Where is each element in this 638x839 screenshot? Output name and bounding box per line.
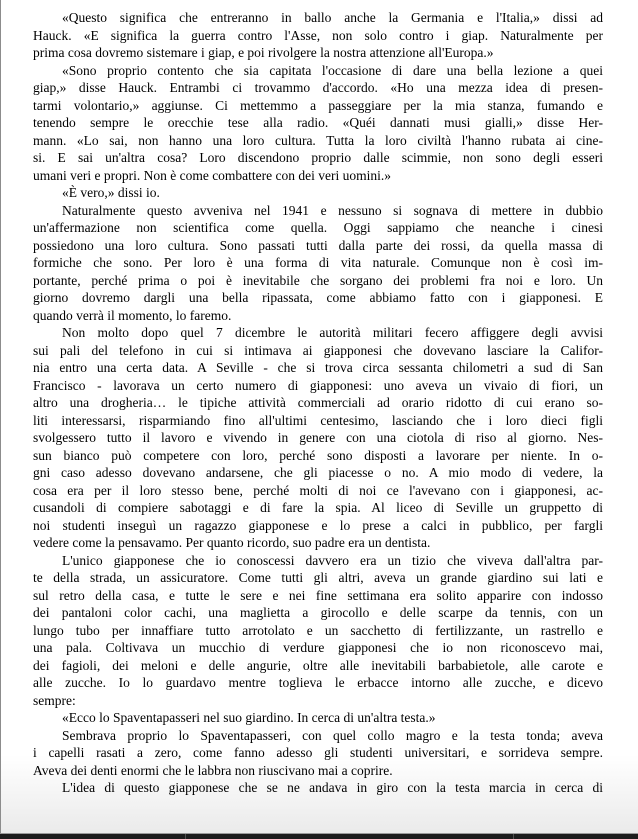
text-line: liti interessarsi, risparmiando fino all'ultimi centesimo, lasciando che i loro dieci figli: [33, 412, 603, 428]
text-line: «Ecco lo Spaventapasseri nel suo giardino. In cerca di un'altra testa.»: [62, 710, 436, 725]
text-line: noi studenti inseguì un ragazzo giapponese e lo prese a calci in pubblico, per fargli: [33, 517, 603, 533]
text-line: Aveva dei denti enormi che le labbra non riuscivano mai a coprire.: [33, 762, 393, 778]
text-line: una pala. Coltivava un mucchio di verdure giapponesi che io non riconoscevo mai,: [33, 640, 603, 655]
text-line: Francisco - lavorava un certo numero di giapponesi: uno aveva un vivaio di fiori, un: [33, 377, 603, 393]
text-line: i capelli rasati a zero, come fanno adesso gli studenti universitari, e sorrideva sempre.: [33, 745, 603, 760]
text-line: Sembrava proprio lo Spaventapasseri, con quel collo magro e la testa tonda; aveva: [62, 727, 603, 743]
paragraph: [33, 324, 603, 552]
text-line: alle zucche. Io lo guardavo mentre toglieva le erbacce intorno alle zucche, e dicevo: [33, 675, 603, 690]
text-line: sun bianco può competere con loro, perché sono disposti a lavorare per niente. In o-: [33, 447, 603, 463]
text-line: «Sono proprio contento che sia capitata l'occasione di dare una bella lezione a quei: [62, 62, 603, 78]
page-text: [33, 9, 603, 797]
text-line: sui pali del telefono in cui si intimava ai giapponesi che dovevano lasciare la Califor-: [33, 342, 603, 358]
text-line: L'unico giapponese che io conoscessi davvero era un tizio che viveva dall'altra par-: [62, 552, 603, 568]
text-line: un'affermazione non scientifica come quella. Oggi sappiamo che neanche i cinesi: [33, 220, 603, 235]
text-line: altro una drogheria… le tipiche attività commerciali ad orario ridotto di cui erano so-: [33, 395, 603, 410]
paragraph: [33, 62, 603, 185]
window-bottom-edge: [0, 833, 638, 839]
paragraph: [33, 727, 603, 780]
text-line: umani veri e propri. Non è come combattere con dei veri uomini.»: [33, 167, 392, 183]
text-line: si. E sai un'altra cosa? Loro discendono proprio dalle scimmie, non sono degli esseri: [33, 150, 603, 165]
text-line: tarmi volontario,» aggiunse. Ci mettemmo a passeggiare per la mia stanza, fumando e: [33, 97, 603, 113]
text-line: vedere come la pensavamo. Per quanto ricordo, suo padre era un dentista.: [33, 535, 431, 550]
page-left-border: [0, 0, 1, 839]
text-line: lungo tubo per innaffiare tutto arrotolato e un sacchetto di fertilizzante, un rastrello e: [33, 622, 603, 638]
paragraph: [33, 709, 603, 727]
text-line: giorno dovremo dargli una bella ripassata, come abbiamo fatto con i giapponesi. E: [33, 290, 603, 305]
text-line: mann. «Lo sai, non hanno una loro cultura. Tutta la loro civiltà l'hanno rubata ai cine-: [33, 132, 603, 148]
text-line: quando verrà il momento, lo faremo.: [33, 307, 232, 323]
text-line: «Questo significa che entreranno in ballo anche la Germania e l'Italia,» dissi ad: [62, 10, 603, 25]
text-line: possiedono una loro cultura. Sono passati tutti dalla parte dei rossi, da quella massa di: [33, 237, 603, 253]
text-line: giap,» disse Hauck. Entrambi ci trovammo d'accordo. «Ho una mezza idea di presen-: [33, 80, 603, 95]
text-line: gni caso adesso dovevano andarsene, che gli piacesse o no. A mio modo di vedere, la: [33, 465, 603, 480]
text-line: L'idea di questo giapponese che se ne andava in giro con la testa marcia in cerca di: [62, 780, 603, 795]
paragraph: [33, 9, 603, 62]
bottom-edge-seam: [513, 834, 514, 839]
text-line: svolgessero tutto il lavoro e vivendo in genere con una ciotola di riso al giorno. Nes-: [33, 430, 603, 445]
text-line: tenendo sempre le orecchie tese alla radio. «Quéi dannati musi gialli,» disse Her-: [33, 115, 603, 130]
text-line: nia entro una certa data. A Seville - che si trova circa sessanta chilometri a sud di San: [33, 360, 603, 375]
text-line: sul retro della casa, e tutte le sere e nei fine settimana era solito apparire con indosso: [33, 587, 603, 603]
text-line: prima cosa dovremo sistemare i giap, e poi rivolgere la nostra attenzione all'Europa.»: [33, 45, 494, 60]
text-line: portante, perché prima o poi è inevitabile che sorgano dei problemi fra noi e loro. Un: [33, 272, 603, 288]
text-line: dei fagioli, dei meloni e delle angurie, oltre alle inevitabili barbabietole, alle carote e: [33, 657, 603, 673]
text-line: cosa era per il loro stesso bene, perché molti di noi ce l'avevano con i giapponesi, ac-: [33, 482, 603, 498]
paragraph: [33, 184, 603, 202]
paragraph: [33, 202, 603, 325]
text-line: formiche che sono. Per loro è una forma di vita naturale. Comunque non è così im-: [33, 255, 603, 270]
bottom-edge-seam: [185, 834, 186, 839]
text-line: te della strada, un assicuratore. Come tutti gli altri, aveva un grande giardino sui lati e: [33, 570, 603, 585]
text-line: dei pantaloni color cachi, una maglietta a girocollo e delle scarpe da tennis, con un: [33, 605, 603, 620]
paragraph: [33, 779, 603, 797]
text-line: cusandoli di compiere sabotaggi e di fare la spia. Al liceo di Seville un gruppetto di: [33, 500, 603, 515]
text-line: Hauck. «E significa la guerra contro l'Asse, non solo contro i giap. Naturalmente per: [33, 27, 603, 43]
paragraph: [33, 552, 603, 710]
text-line: Naturalmente questo avveniva nel 1941 e nessuno si sognava di mettere in dubbio: [62, 202, 603, 218]
text-line: Non molto dopo quel 7 dicembre le autorità militari fecero affiggere degli avvisi: [62, 325, 603, 340]
text-line: sempre:: [33, 692, 76, 708]
text-line: «È vero,» dissi io.: [62, 185, 160, 200]
